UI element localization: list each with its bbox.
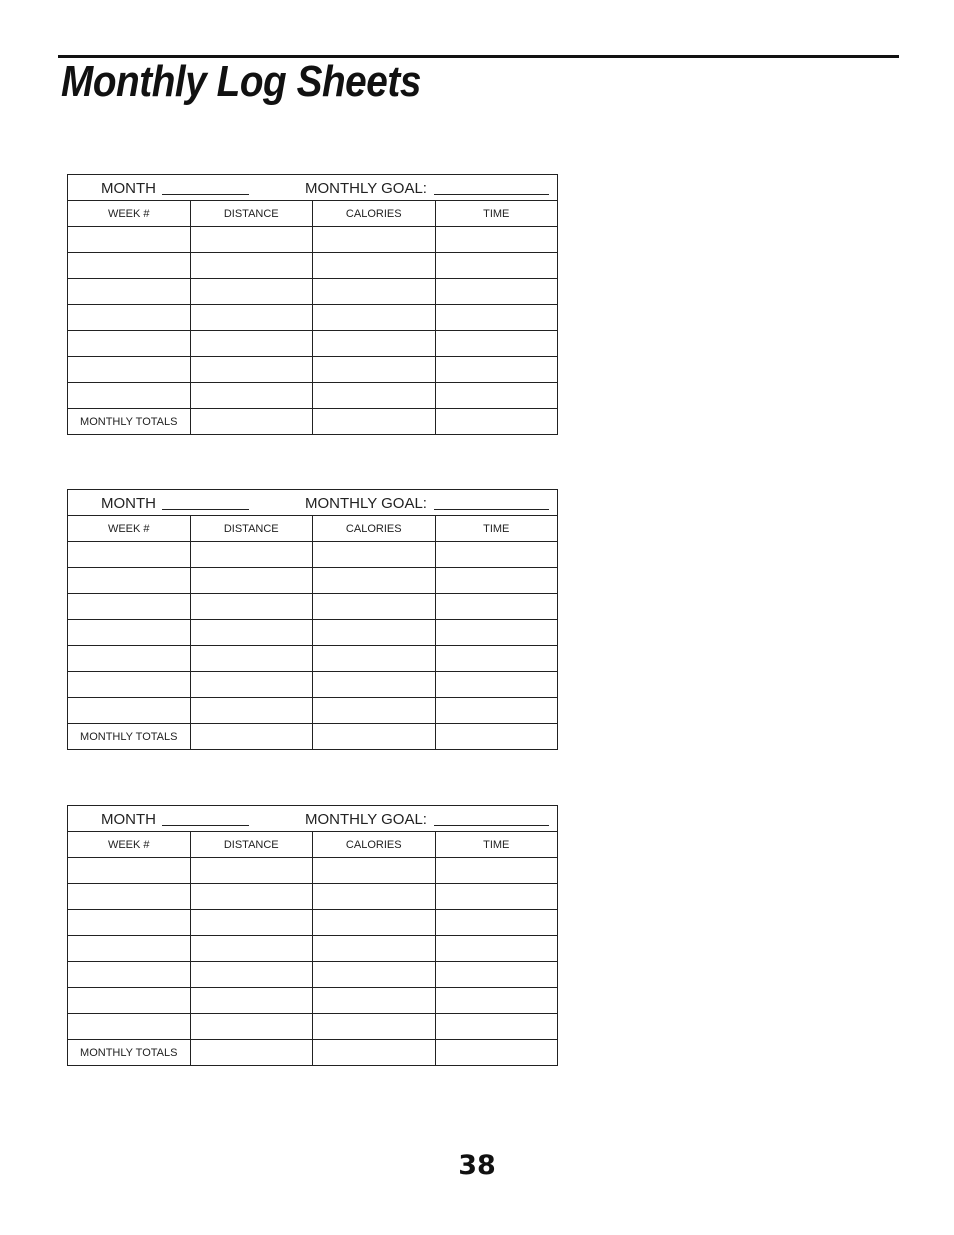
monthly-goal-blank-line[interactable] — [434, 509, 549, 510]
month-goal-row — [68, 175, 558, 201]
week-row — [68, 988, 558, 1014]
month-goal-cell — [68, 175, 558, 201]
entry-cell[interactable] — [190, 646, 313, 672]
entry-cell[interactable] — [313, 858, 436, 884]
entry-cell[interactable] — [313, 305, 436, 331]
entry-cell[interactable] — [313, 910, 436, 936]
week-row — [68, 672, 558, 698]
monthly-goal-label: MONTHLY GOAL: — [305, 495, 427, 512]
column-header: WEEK # — [68, 832, 191, 858]
monthly-goal-blank-line[interactable] — [434, 825, 549, 826]
month-goal-row — [68, 806, 558, 832]
week-row — [68, 698, 558, 724]
week-row — [68, 305, 558, 331]
week-row — [68, 936, 558, 962]
entry-cell[interactable] — [435, 672, 558, 698]
entry-cell[interactable] — [190, 383, 313, 409]
total-cell[interactable] — [435, 409, 558, 435]
entry-cell[interactable] — [313, 698, 436, 724]
entry-cell[interactable] — [68, 253, 191, 279]
week-row — [68, 910, 558, 936]
month-blank-line[interactable] — [162, 825, 249, 826]
entry-cell[interactable] — [68, 962, 191, 988]
total-cell[interactable] — [190, 724, 313, 750]
month-label: MONTH — [101, 180, 156, 197]
week-row — [68, 962, 558, 988]
column-header: DISTANCE — [190, 832, 313, 858]
total-cell[interactable] — [190, 409, 313, 435]
entry-cell[interactable] — [313, 383, 436, 409]
entry-cell[interactable] — [190, 858, 313, 884]
total-cell[interactable] — [313, 1040, 436, 1066]
week-row — [68, 383, 558, 409]
entry-cell[interactable] — [190, 279, 313, 305]
entry-cell[interactable] — [313, 988, 436, 1014]
week-row — [68, 620, 558, 646]
entry-cell[interactable] — [313, 542, 436, 568]
entry-cell[interactable] — [190, 305, 313, 331]
entry-cell[interactable] — [190, 357, 313, 383]
week-row — [68, 1014, 558, 1040]
entry-cell[interactable] — [313, 594, 436, 620]
entry-cell[interactable] — [190, 227, 313, 253]
entry-cell[interactable] — [313, 331, 436, 357]
entry-cell[interactable] — [313, 962, 436, 988]
column-header: CALORIES — [313, 516, 436, 542]
week-row — [68, 331, 558, 357]
entry-cell[interactable] — [435, 357, 558, 383]
entry-cell[interactable] — [68, 357, 191, 383]
entry-cell[interactable] — [68, 542, 191, 568]
monthly-totals-row — [68, 1040, 558, 1066]
month-goal-row — [68, 490, 558, 516]
entry-cell[interactable] — [190, 672, 313, 698]
entry-cell[interactable] — [435, 884, 558, 910]
week-row — [68, 253, 558, 279]
entry-cell[interactable] — [435, 568, 558, 594]
entry-cell[interactable] — [68, 331, 191, 357]
entry-cell[interactable] — [435, 910, 558, 936]
column-header: DISTANCE — [190, 516, 313, 542]
month-goal-cell — [68, 490, 558, 516]
monthly-totals-label: MONTHLY TOTALS — [68, 724, 191, 750]
entry-cell[interactable] — [190, 698, 313, 724]
column-header: DISTANCE — [190, 201, 313, 227]
entry-cell[interactable] — [313, 672, 436, 698]
entry-cell[interactable] — [313, 620, 436, 646]
entry-cell[interactable] — [68, 620, 191, 646]
month-blank-line[interactable] — [162, 194, 249, 195]
log-table — [67, 174, 558, 435]
entry-cell[interactable] — [68, 910, 191, 936]
entry-cell[interactable] — [68, 936, 191, 962]
week-row — [68, 594, 558, 620]
entry-cell[interactable] — [435, 698, 558, 724]
column-header-row — [68, 832, 558, 858]
entry-cell[interactable] — [68, 1014, 191, 1040]
entry-cell[interactable] — [435, 594, 558, 620]
monthly-goal-label: MONTHLY GOAL: — [305, 811, 427, 828]
column-header-row — [68, 201, 558, 227]
entry-cell[interactable] — [190, 620, 313, 646]
entry-cell[interactable] — [435, 305, 558, 331]
week-row — [68, 884, 558, 910]
entry-cell[interactable] — [313, 568, 436, 594]
entry-cell[interactable] — [68, 884, 191, 910]
monthly-totals-row — [68, 724, 558, 750]
entry-cell[interactable] — [190, 884, 313, 910]
entry-cell[interactable] — [313, 357, 436, 383]
monthly-totals-label: MONTHLY TOTALS — [68, 409, 191, 435]
entry-cell[interactable] — [68, 227, 191, 253]
entry-cell[interactable] — [435, 253, 558, 279]
log-sheet-2 — [67, 489, 558, 750]
entry-cell[interactable] — [190, 910, 313, 936]
entry-cell[interactable] — [435, 936, 558, 962]
column-header: CALORIES — [313, 832, 436, 858]
total-cell[interactable] — [190, 1040, 313, 1066]
entry-cell[interactable] — [68, 594, 191, 620]
entry-cell[interactable] — [68, 305, 191, 331]
entry-cell[interactable] — [313, 884, 436, 910]
column-header: TIME — [435, 516, 558, 542]
entry-cell[interactable] — [68, 383, 191, 409]
week-row — [68, 646, 558, 672]
entry-cell[interactable] — [313, 253, 436, 279]
entry-cell[interactable] — [68, 698, 191, 724]
log-table — [67, 489, 558, 750]
log-table — [67, 805, 558, 1066]
entry-cell[interactable] — [435, 646, 558, 672]
log-sheet-3 — [67, 805, 558, 1066]
month-goal-cell — [68, 806, 558, 832]
entry-cell[interactable] — [435, 988, 558, 1014]
entry-cell[interactable] — [435, 227, 558, 253]
entry-cell[interactable] — [190, 331, 313, 357]
entry-cell[interactable] — [313, 1014, 436, 1040]
entry-cell[interactable] — [190, 542, 313, 568]
entry-cell[interactable] — [68, 988, 191, 1014]
week-row — [68, 227, 558, 253]
column-header: WEEK # — [68, 201, 191, 227]
total-cell[interactable] — [435, 1040, 558, 1066]
monthly-totals-label: MONTHLY TOTALS — [68, 1040, 191, 1066]
week-row — [68, 357, 558, 383]
entry-cell[interactable] — [68, 858, 191, 884]
entry-cell[interactable] — [435, 383, 558, 409]
monthly-goal-label: MONTHLY GOAL: — [305, 180, 427, 197]
entry-cell[interactable] — [435, 331, 558, 357]
entry-cell[interactable] — [435, 962, 558, 988]
entry-cell[interactable] — [68, 279, 191, 305]
month-label: MONTH — [101, 495, 156, 512]
week-row — [68, 858, 558, 884]
entry-cell[interactable] — [435, 542, 558, 568]
total-cell[interactable] — [313, 724, 436, 750]
week-row — [68, 542, 558, 568]
total-cell[interactable] — [435, 724, 558, 750]
month-blank-line[interactable] — [162, 509, 249, 510]
column-header: WEEK # — [68, 516, 191, 542]
entry-cell[interactable] — [68, 568, 191, 594]
monthly-totals-row — [68, 409, 558, 435]
week-row — [68, 568, 558, 594]
entry-cell[interactable] — [68, 672, 191, 698]
log-sheet-1 — [67, 174, 558, 435]
column-header: TIME — [435, 832, 558, 858]
entry-cell[interactable] — [435, 858, 558, 884]
entry-cell[interactable] — [190, 568, 313, 594]
entry-cell[interactable] — [190, 594, 313, 620]
column-header: CALORIES — [313, 201, 436, 227]
column-header-row — [68, 516, 558, 542]
page-number: 38 — [458, 1150, 496, 1181]
month-label: MONTH — [101, 811, 156, 828]
entry-cell[interactable] — [190, 988, 313, 1014]
total-cell[interactable] — [313, 409, 436, 435]
entry-cell[interactable] — [190, 962, 313, 988]
week-row — [68, 279, 558, 305]
entry-cell[interactable] — [313, 279, 436, 305]
entry-cell[interactable] — [68, 646, 191, 672]
entry-cell[interactable] — [435, 1014, 558, 1040]
entry-cell[interactable] — [190, 253, 313, 279]
entry-cell[interactable] — [313, 936, 436, 962]
entry-cell[interactable] — [313, 646, 436, 672]
entry-cell[interactable] — [435, 620, 558, 646]
monthly-goal-blank-line[interactable] — [434, 194, 549, 195]
entry-cell[interactable] — [313, 227, 436, 253]
entry-cell[interactable] — [435, 279, 558, 305]
entry-cell[interactable] — [190, 1014, 313, 1040]
entry-cell[interactable] — [190, 936, 313, 962]
column-header: TIME — [435, 201, 558, 227]
page-title: Monthly Log Sheets — [61, 57, 421, 106]
